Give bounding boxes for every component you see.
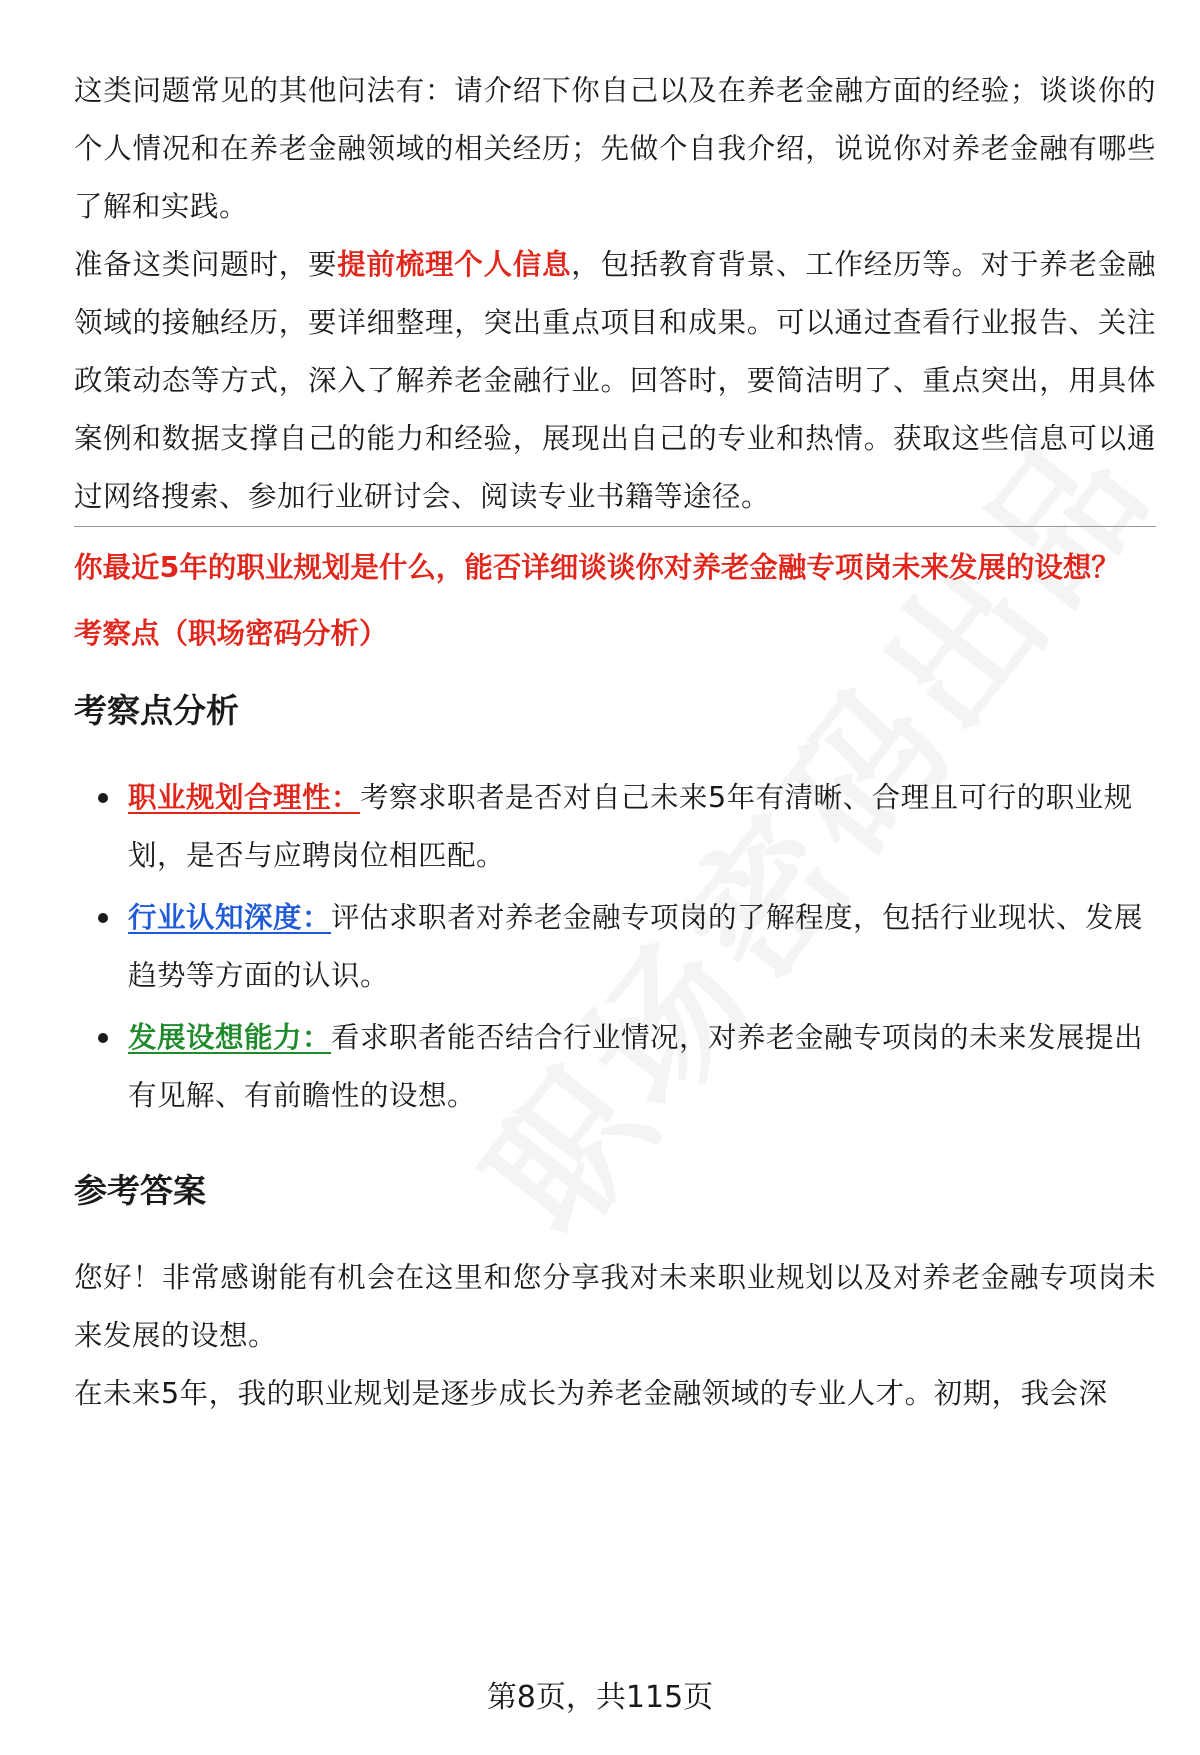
analysis-item-development-vision <box>74 1009 1156 1125</box>
bullet-icon <box>98 1033 108 1043</box>
analysis-list <box>74 769 1156 1125</box>
document-page <box>74 62 1156 1423</box>
bullet-icon <box>98 793 108 803</box>
analysis-item-career-planning <box>74 769 1156 885</box>
answer-paragraph-2: 在未来5年，我的职业规划是逐步成长为养老金融领域的专业人才。初期，我会深 <box>74 1377 1108 1410</box>
page-number: 第8页，共115页 <box>486 1680 714 1715</box>
analysis-term: 行业认知深度： <box>128 901 332 934</box>
analysis-heading: 考察点分析 <box>74 691 239 730</box>
analysis-text: 考察求职者是否对自己未来5年有清晰、合理且可行的职业规划，是否与应聘岗位相匹配。 <box>128 781 1133 872</box>
analysis-text: 看求职者能否结合行业情况，对养老金融专项岗的未来发展提出有见解、有前瞻性的设想。 <box>128 1021 1144 1112</box>
analysis-term: 职业规划合理性： <box>128 781 361 814</box>
answer-paragraph-1: 您好！非常感谢能有机会在这里和您分享我对未来职业规划以及对养老金融专项岗未来发展的设想。 <box>74 1261 1156 1352</box>
bullet-icon <box>98 913 108 923</box>
interview-question: 你最近5年的职业规划是什么，能否详细谈谈你对养老金融专项岗未来发展的设想？ <box>74 551 1120 584</box>
intro-paragraph-2-emphasis: 提前梳理个人信息 <box>337 248 572 281</box>
analysis-text: 评估求职者对养老金融专项岗的了解程度，包括行业现状、发展趋势等方面的认识。 <box>128 901 1144 992</box>
intro-paragraph-1: 这类问题常见的其他问法有：请介绍下你自己以及在养老金融方面的经验；谈谈你的个人情况和在养老金融领域的相关经历；先做个自我介绍，说说你对养老金融有哪些了解和实践。 <box>74 74 1156 223</box>
exam-point-label: 考察点（职场密码分析） <box>74 617 388 650</box>
analysis-item-industry-knowledge <box>74 889 1156 1005</box>
intro-paragraph-2-rest: ，包括教育背景、工作经历等。对于养老金融领域的接触经历，要详细整理，突出重点项目和成果。可以通过查看行业报告、关注政策动态等方式，深入了解养老金融行业。回答时，要简洁明了、重点突出，用具体案例和数据支撑自己的能力和经验，展现出自己的专业和热情。获取这些信息可以通过网络搜索、参加行业研讨会、阅读专业书籍等途径。 <box>74 248 1156 513</box>
answer-heading: 参考答案 <box>74 1171 206 1210</box>
analysis-term: 发展设想能力： <box>128 1021 332 1054</box>
intro-paragraph-2-start: 准备这类问题时，要 <box>74 248 338 281</box>
section-divider <box>74 526 1156 527</box>
intro-paragraph-2 <box>74 236 1156 526</box>
